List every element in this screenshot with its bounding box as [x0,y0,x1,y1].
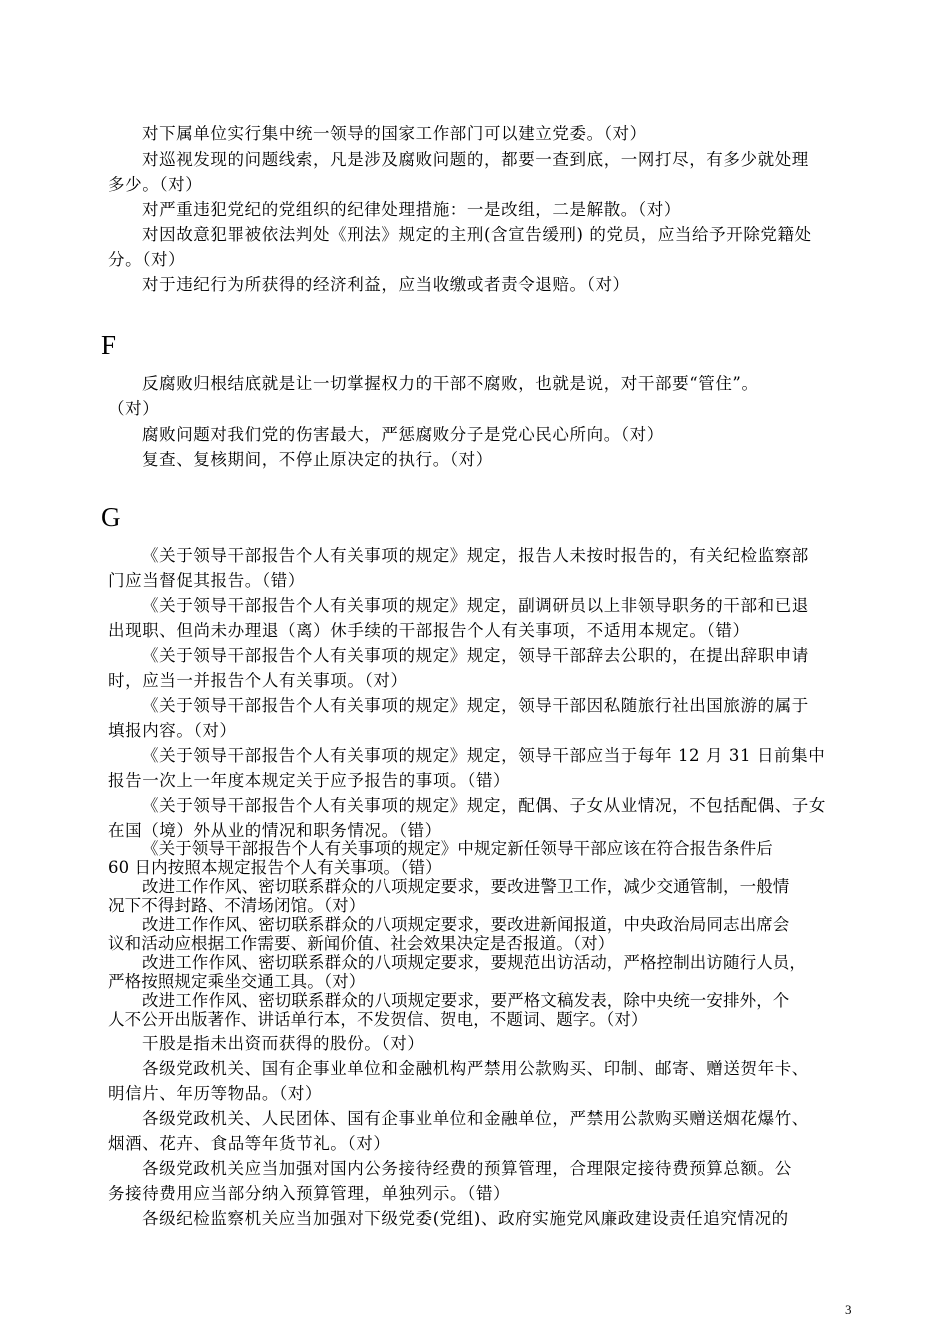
text-line: 务接待费用应当部分纳入预算管理，单独列示。（错） [108,1184,511,1203]
text-line: 多少。（对） [108,175,203,194]
text-line: 各级党政机关、国有企事业单位和金融机构严禁用公款购买、印制、邮寄、赠送贺年卡、 [142,1059,809,1078]
text-line: 烟酒、花卉、食品等年货节礼。（对） [108,1134,391,1153]
text-line: 各级党政机关、人民团体、国有企事业单位和金融单位，严禁用公款购买赠送烟花爆竹、 [142,1109,809,1128]
section-heading-g: G [101,502,121,532]
text-line: 对于违纪行为所获得的经济利益，应当收缴或者责令退赔。（对） [142,275,630,294]
text-line: 人不公开出版著作、讲话单行本，不发贺信、贺电，不题词、题字。（对） [108,1010,648,1029]
text-line: 《关于领导干部报告个人有关事项的规定》中规定新任领导干部应该在符合报告条件后 [142,839,773,858]
text-line: 明信片、年历等物品。（对） [108,1084,323,1103]
text-line: 腐败问题对我们党的伤害最大，严惩腐败分子是党心民心所向。（对） [142,425,664,444]
text-line: 《关于领导干部报告个人有关事项的规定》规定，副调研员以上非领导职务的干部和已退 [142,596,809,615]
text-line: 60 日内按照本规定报告个人有关事项。（错） [108,858,442,877]
text-line: 对严重违犯党纪的党组织的纪律处理措施：一是改组，二是解散。（对） [142,200,681,219]
text-line: 各级纪检监察机关应当加强对下级党委(党组)、政府实施党风廉政建设责任追究情况的 [142,1209,789,1228]
text-line: 改进工作作风、密切联系群众的八项规定要求，要改进警卫工作，减少交通管制，一般情 [142,877,790,896]
text-line: 时，应当一并报告个人有关事项。（对） [108,671,408,690]
text-line: 分。（对） [108,250,186,269]
text-line: 改进工作作风、密切联系群众的八项规定要求，要严格文稿发表，除中央统一安排外，个 [142,991,790,1010]
section-heading-f: F [101,330,117,360]
text-line: 对巡视发现的问题线索，凡是涉及腐败问题的，都要一查到底，一网打尽，有多少就处理 [142,150,809,169]
text-line: 《关于领导干部报告个人有关事项的规定》规定，报告人未按时报告的，有关纪检监察部 [142,546,809,565]
text-line: 《关于领导干部报告个人有关事项的规定》规定，配偶、子女从业情况，不包括配偶、子女 [142,796,826,815]
text-line: 改进工作作风、密切联系群众的八项规定要求，要规范出访活动，严格控制出访随行人员， [142,953,806,972]
text-line: 严格按照规定乘坐交通工具。（对） [108,972,366,991]
text-line: 干股是指未出资而获得的股份。（对） [142,1034,425,1053]
text-line: 门应当督促其报告。（错） [108,571,305,590]
text-line: 出现职、但尚未办理退（离）休手续的干部报告个人有关事项，不适用本规定。（错） [108,621,750,640]
text-line: 议和活动应根据工作需要、新闻价值、社会效果决定是否报道。（对） [108,934,615,953]
text-line: 填报内容。（对） [108,721,237,740]
page-number: 3 [845,1302,852,1317]
text-line: （对） [108,399,160,418]
text-line: 对下属单位实行集中统一领导的国家工作部门可以建立党委。（对） [142,124,647,143]
text-line: 《关于领导干部报告个人有关事项的规定》规定，领导干部因私随旅行社出国旅游的属于 [142,696,809,715]
text-line: 在国（境）外从业的情况和职务情况。（错） [108,821,442,840]
text-line: 《关于领导干部报告个人有关事项的规定》规定，领导干部应当于每年 12 月 31 日前集中 [142,746,826,765]
text-line: 况下不得封路、不清场闭馆。（对） [108,896,366,915]
text-line: 反腐败归根结底就是让一切掌握权力的干部不腐败，也就是说，对干部要“管住”。 [142,374,759,393]
text-line: 报告一次上一年度本规定关于应予报告的事项。（错） [108,771,511,790]
text-line: 对因故意犯罪被依法判处《刑法》规定的主刑(含宣告缓刑) 的党员，应当给予开除党籍处 [142,225,812,244]
text-line: 改进工作作风、密切联系群众的八项规定要求，要改进新闻报道，中央政治局同志出席会 [142,915,790,934]
text-line: 《关于领导干部报告个人有关事项的规定》规定，领导干部辞去公职的，在提出辞职申请 [142,646,809,665]
text-line: 复查、复核期间，不停止原决定的执行。（对） [142,450,493,469]
text-line: 各级党政机关应当加强对国内公务接待经费的预算管理，合理限定接待费预算总额。公 [142,1159,792,1178]
